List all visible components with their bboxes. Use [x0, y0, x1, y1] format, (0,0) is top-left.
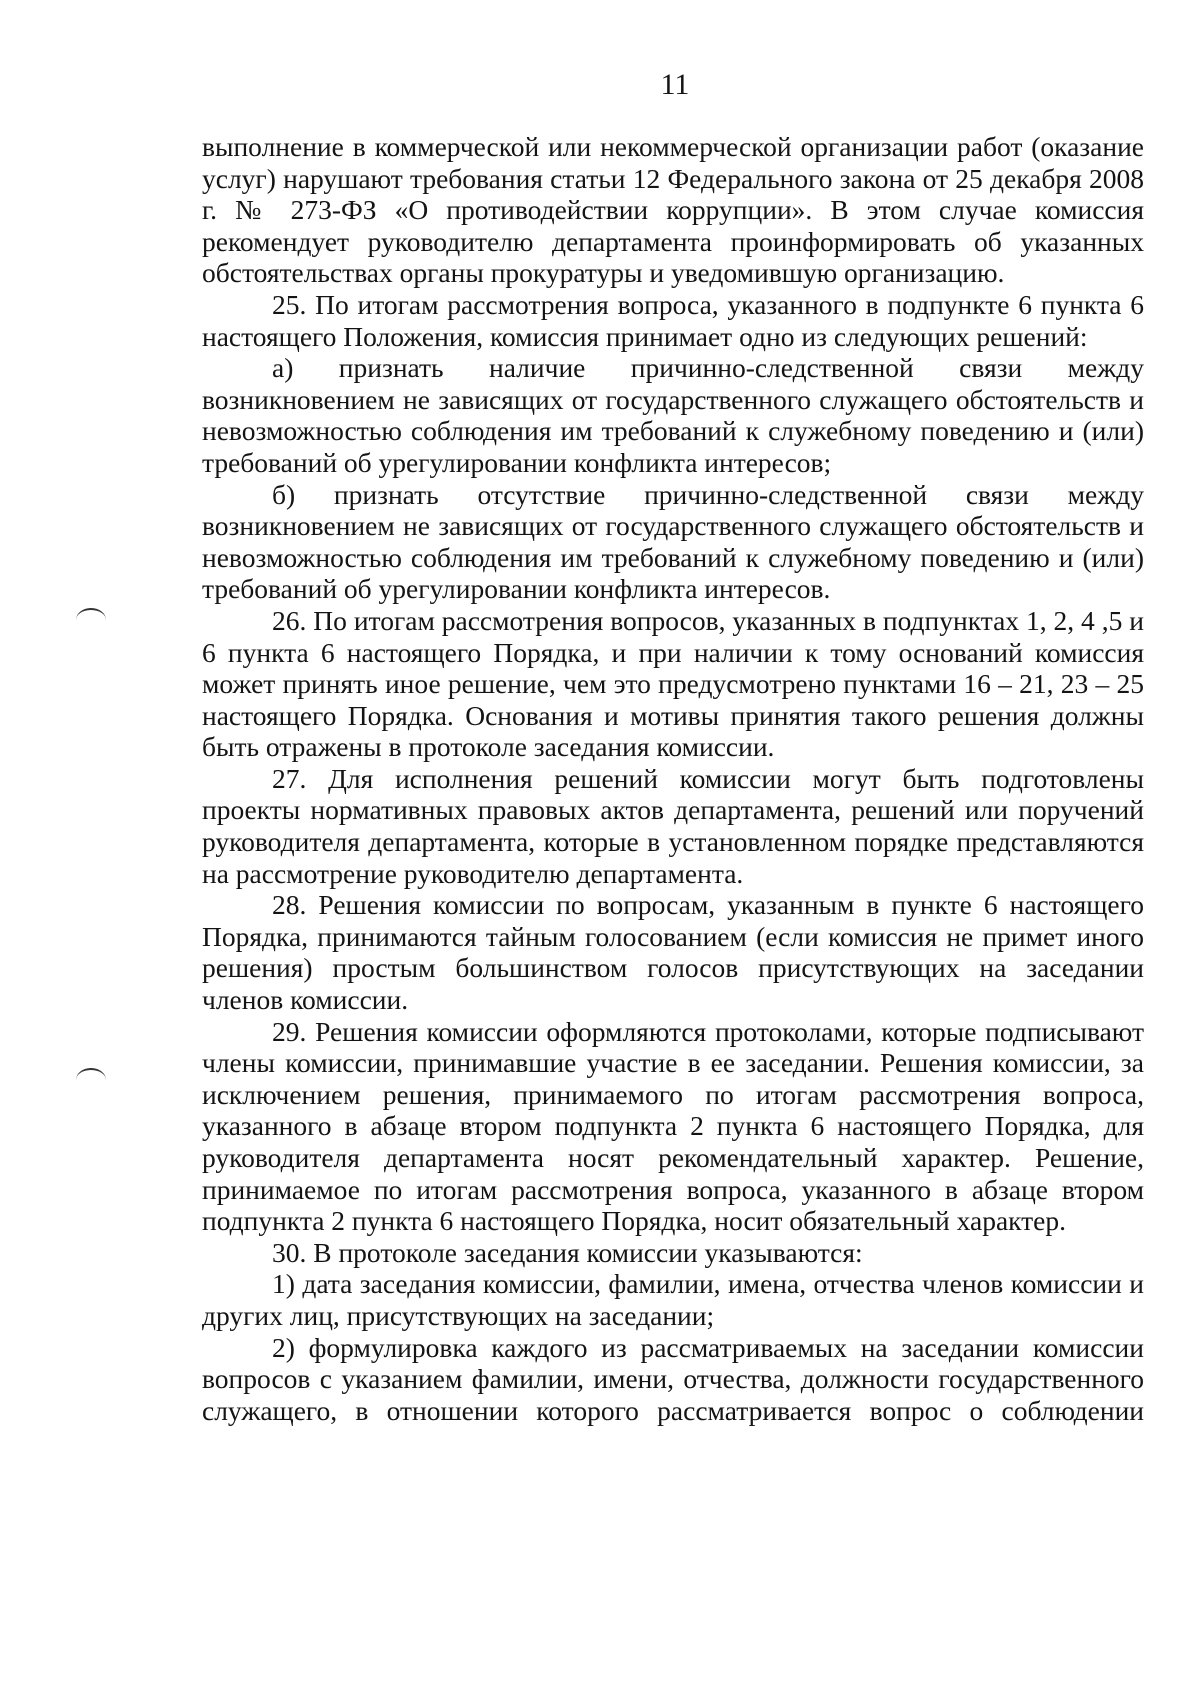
paragraph-item-30-1: 1) дата заседания комиссии, фамилии, имена, отчества членов комиссии и других лиц, присутствующих на заседании; — [202, 1268, 1144, 1331]
paragraph-item-25: 25. По итогам рассмотрения вопроса, указанного в подпункте 6 пункта 6 настоящего Положения, комиссия принимает одно из следующих решений: — [202, 288, 1144, 352]
paragraph-item-25b: б) признать отсутствие причинно-следственной связи между возникновением не зависящих от государственного служащего обстоятельств и невозможностью соблюдения им требований к служебному поведению и (или) требований об урегулировании конфликта интересов. — [202, 478, 1144, 605]
paragraph-item-30-2: 2) формулировка каждого из рассматриваемых на заседании комиссии вопросов с указанием фамилии, имени, отчества, должности государственного служащего, в отношении которого рассматривается вопрос о соблюдении — [202, 1331, 1144, 1426]
paragraph-item-25a: а) признать наличие причинно-следственной связи между возникновением не зависящих от государственного служащего обстоятельств и невозможностью соблюдения им требований к служебному поведению и (или) требований об урегулировании конфликта интересов; — [202, 352, 1144, 478]
page-number: 11 — [660, 68, 690, 101]
paragraph-item-29: 29. Решения комиссии оформляются протоколами, которые подписывают члены комиссии, принимавшие участие в ее заседании. Решения комиссии, за исключением решения, принимаемого по итогам рассмотрения вопроса, указанного в абзаце втором подпункта 2 пункта 6 настоящего Порядка, для руководителя департамента носят рекомендательный характер. Решение, принимаемое по итогам рассмотрения вопроса, указанного в абзаце втором подпункта 2 пункта 6 настоящего Порядка, носит обязательный характер. — [202, 1015, 1144, 1237]
margin-mark-icon — [76, 1068, 106, 1080]
document-body — [202, 131, 1144, 1426]
paragraph-item-27: 27. Для исполнения решений комиссии могут быть подготовлены проекты нормативных правовых актов департамента, решений или поручений руководителя департамента, которые в установленном порядке представляются на рассмотрение руководителю департамента. — [202, 762, 1144, 889]
paragraph-item-26: 26. По итогам рассмотрения вопросов, указанных в подпунктах 1, 2, 4 ,5 и 6 пункта 6 настоящего Порядка, и при наличии к тому оснований комиссия может принять иное решение, чем это предусмотрено пунктами 16 – 21, 23 – 25 настоящего Порядка. Основания и мотивы принятия такого решения должны быть отражены в протоколе заседания комиссии. — [202, 604, 1144, 763]
paragraph-item-28: 28. Решения комиссии по вопросам, указанным в пункте 6 настоящего Порядка, принимаются тайным голосованием (если комиссия не примет иного решения) простым большинством голосов присутствующих на заседании членов комиссии. — [202, 889, 1144, 1016]
margin-mark-icon — [76, 608, 106, 620]
paragraph-continuation: выполнение в коммерческой или некоммерческой организации работ (оказание услуг) нарушают требования статьи 12 Федерального закона от 25 декабря 2008 г. № 273-ФЗ «О противодействии коррупции». В этом случае комиссия рекомендует руководителю департамента проинформировать об указанных обстоятельствах органы прокуратуры и уведомившую организацию. — [202, 131, 1144, 289]
paragraph-item-30: 30. В протоколе заседания комиссии указываются: — [272, 1236, 863, 1268]
